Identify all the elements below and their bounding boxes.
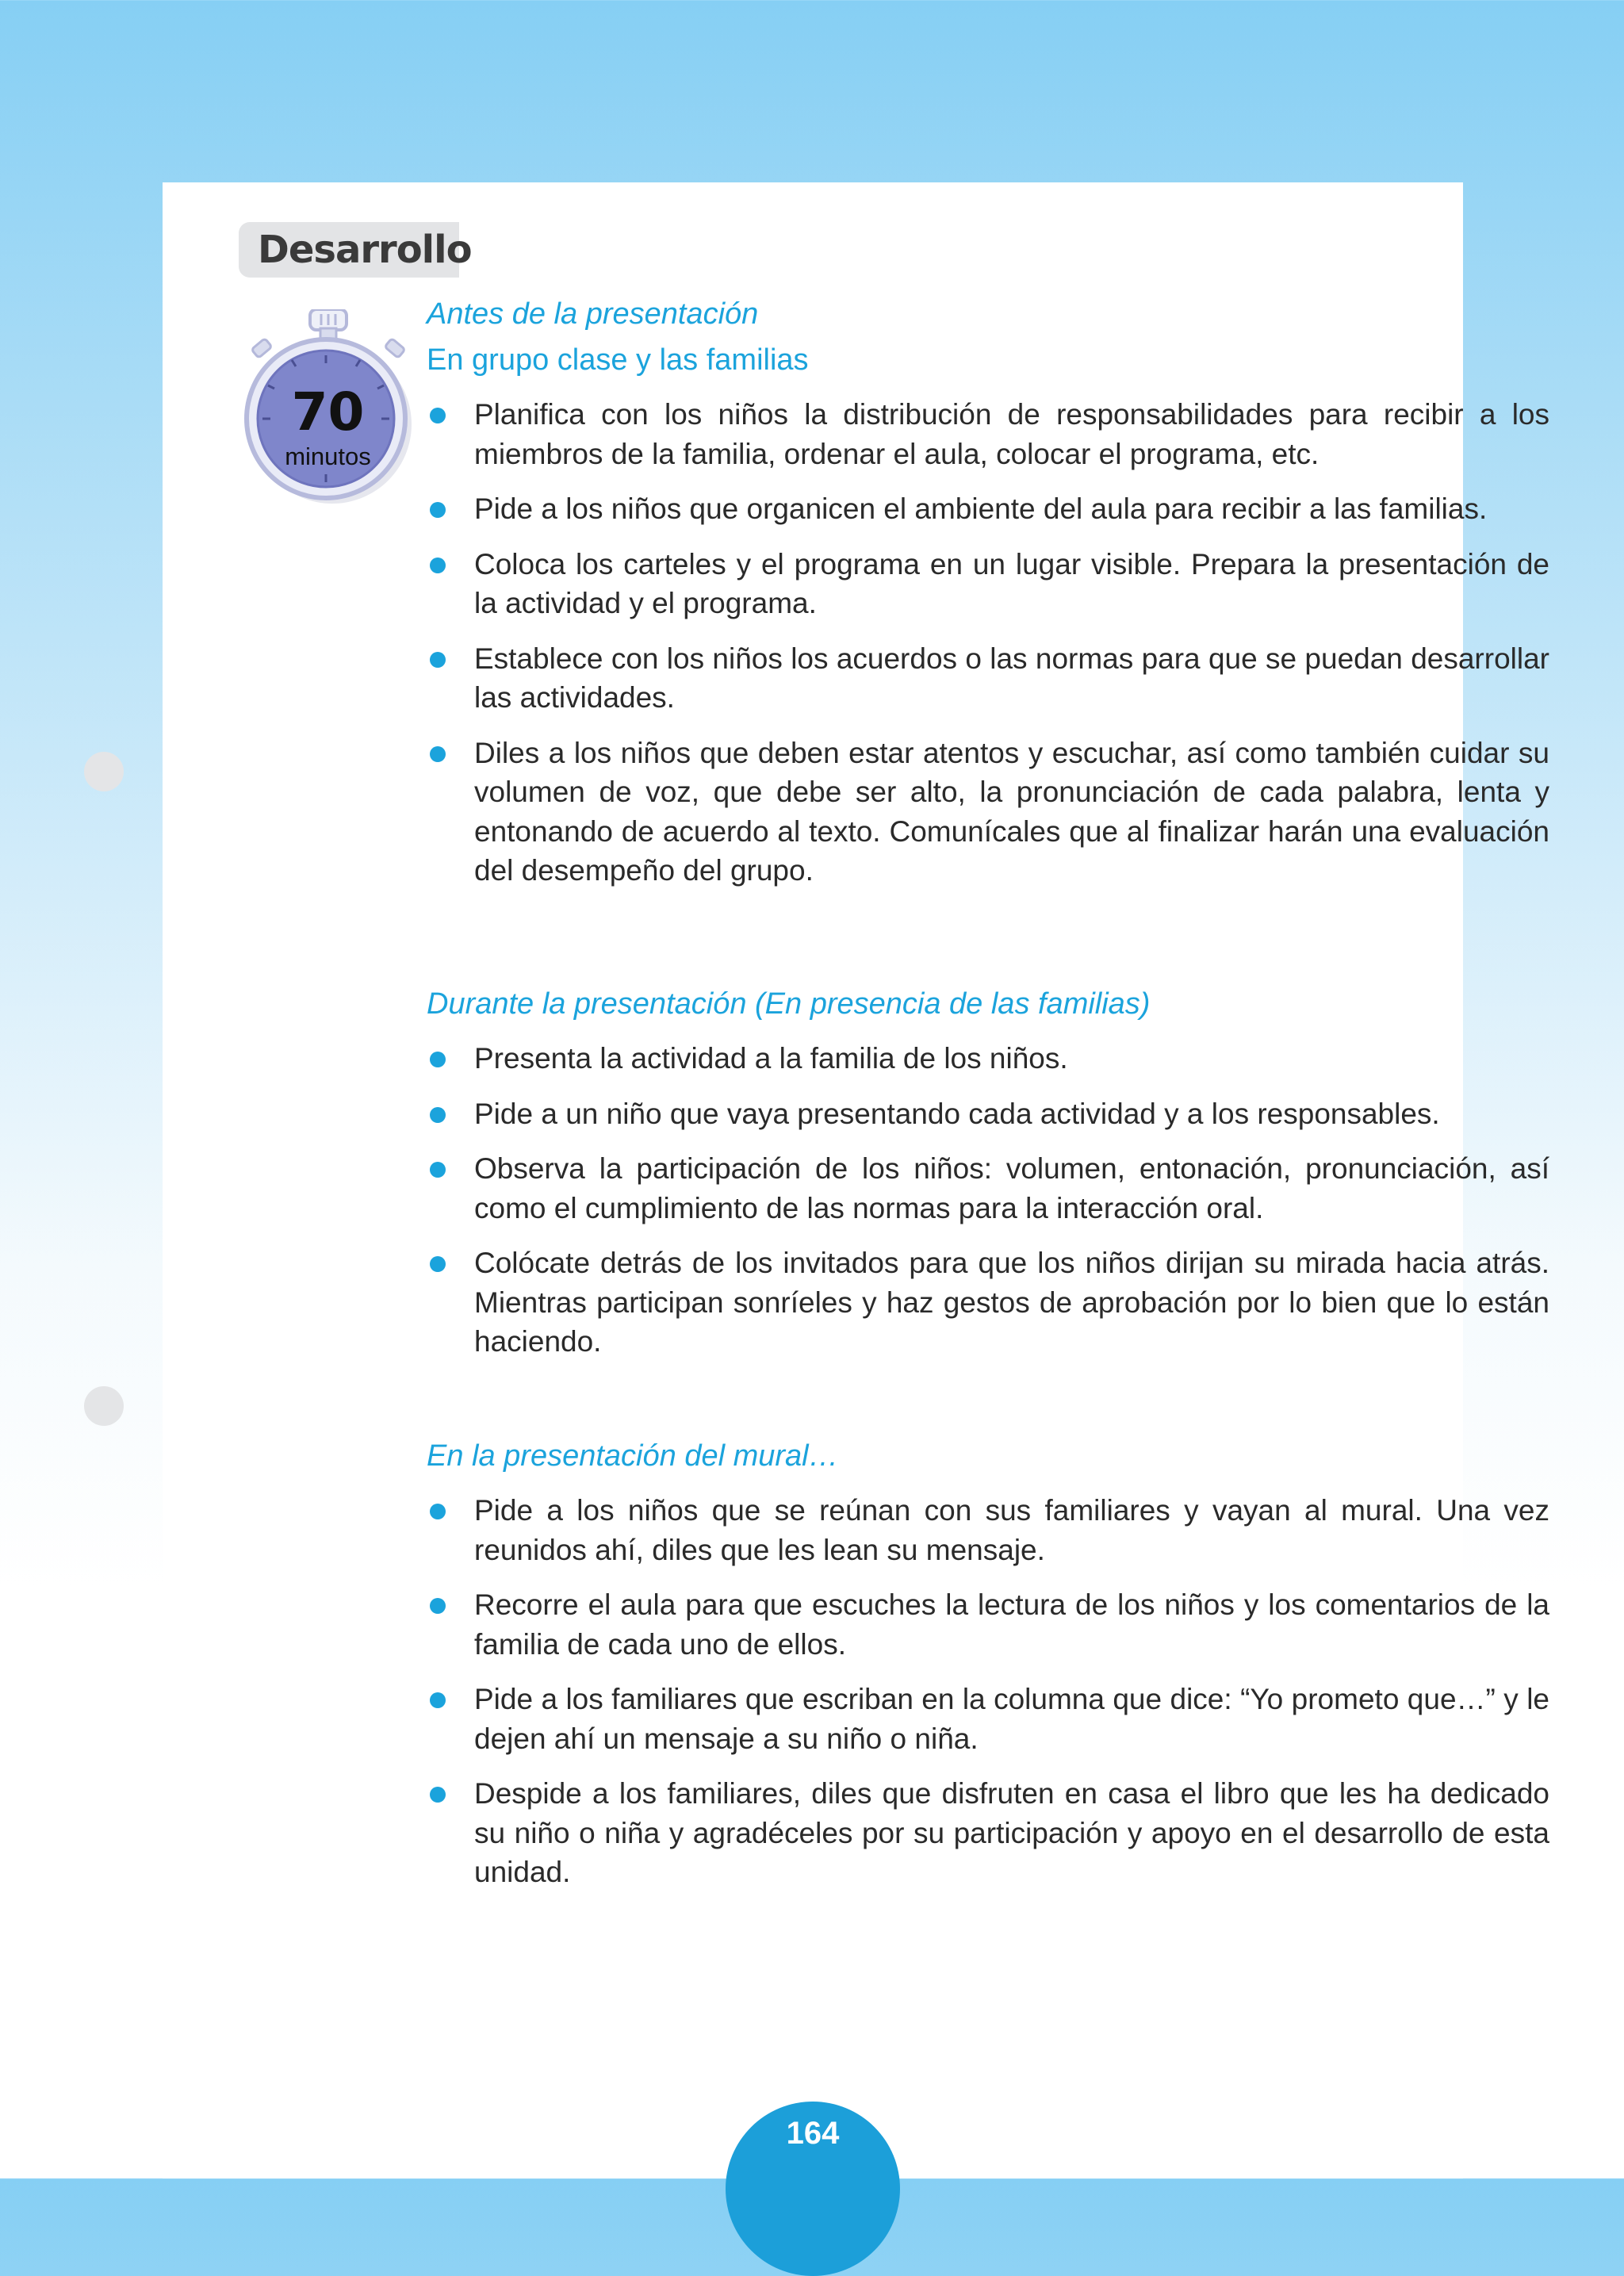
bullet-icon — [430, 408, 446, 423]
list-item: Establece con los niños los acuerdos o las normas para que se puedan desarrollar las actividades. — [427, 639, 1549, 718]
bullet-icon — [430, 1052, 446, 1067]
section-title: Desarrollo — [239, 222, 459, 278]
bullet-icon — [430, 1598, 446, 1614]
list-item: Coloca los carteles y el programa en un lugar visible. Prepara la presentación de la actividad y el programa. — [427, 545, 1549, 623]
list-item: Pide a los niños que organicen el ambiente del aula para recibir a las familias. — [427, 489, 1549, 529]
block2-list — [427, 1039, 1549, 1377]
list-item: Observa la participación de los niños: volumen, entonación, pronunciación, así como el cumplimiento de las normas para la interacción oral. — [427, 1149, 1549, 1228]
bullet-icon — [430, 1256, 446, 1272]
list-item: Colócate detrás de los invitados para que los niños dirijan su mirada hacia atrás. Mientras participan sonríeles y haz gestos de aprobación por lo bien que lo están haciendo. — [427, 1243, 1549, 1362]
list-item: Presenta la actividad a la familia de los niños. — [427, 1039, 1549, 1079]
list-item: Pide a los familiares que escriban en la columna que dice: “Yo prometo que…” y le dejen ahí un mensaje a su niño o niña. — [427, 1680, 1549, 1758]
list-item: Planifica con los niños la distribución de responsabilidades para recibir a los miembros de la familia, ordenar el aula, colocar el programa, etc. — [427, 395, 1549, 473]
list-item: Recorre el aula para que escuches la lectura de los niños y los comentarios de la familia de cada uno de ellos. — [427, 1585, 1549, 1664]
timer-number: 70 — [291, 381, 365, 443]
block3-label: En la presentación del mural… — [427, 1439, 839, 1473]
page — [163, 182, 1549, 2178]
stopwatch-icon — [239, 309, 417, 508]
block1-sublabel: En grupo clase y las familias — [427, 343, 809, 377]
binder-hole-top — [84, 752, 124, 791]
list-item: Pide a un niño que vaya presentando cada actividad y a los responsables. — [427, 1094, 1549, 1134]
bullet-icon — [430, 1162, 446, 1178]
bullet-icon — [430, 1107, 446, 1123]
bullet-icon — [430, 1692, 446, 1708]
list-item: Pide a los niños que se reúnan con sus familiares y vayan al mural. Una vez reunidos ahí, diles que les lean su mensaje. — [427, 1491, 1549, 1569]
bullet-icon — [430, 652, 446, 668]
bullet-icon — [430, 746, 446, 762]
bullet-icon — [430, 502, 446, 518]
block1-list — [427, 395, 1549, 906]
bullet-icon — [430, 558, 446, 573]
block2-label: Durante la presentación (En presencia de las familias) — [427, 987, 1151, 1021]
block1-label: Antes de la presentación — [427, 297, 759, 331]
list-item: Despide a los familiares, diles que disfruten en casa el libro que les ha dedicado su niño o niña y agradéceles por su participación y apoyo en el desarrollo de esta unidad. — [427, 1774, 1549, 1892]
timer-unit: minutos — [285, 443, 371, 470]
binder-hole-bottom — [84, 1386, 124, 1426]
block3-list — [427, 1491, 1549, 1908]
list-item: Diles a los niños que deben estar atentos y escuchar, así como también cuidar su volumen de voz, que debe ser alto, la pronunciación de cada palabra, lenta y entonando de acuerdo al texto. Comunícales que al finalizar harán una evaluación del desempeño del grupo. — [427, 734, 1549, 891]
bullet-icon — [430, 1504, 446, 1519]
bullet-icon — [430, 1787, 446, 1803]
page-number: 164 — [726, 2102, 900, 2276]
